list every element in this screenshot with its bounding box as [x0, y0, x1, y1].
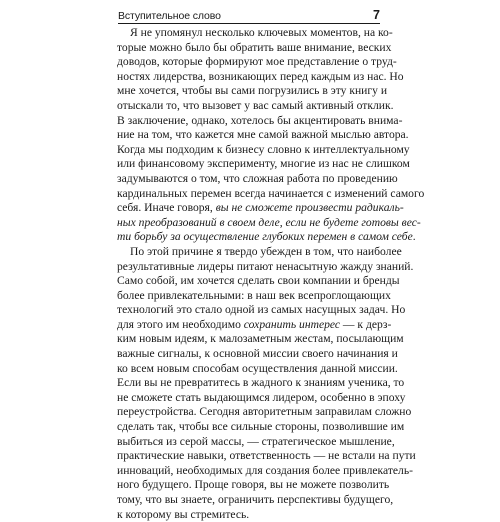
section-title: Вступительное слово	[118, 10, 221, 22]
text-line	[117, 128, 409, 143]
text-line	[117, 420, 405, 435]
text-line	[117, 215, 421, 231]
text-line	[117, 361, 398, 377]
text-line	[117, 40, 392, 56]
line-text: Я не упомянул несколько ключевых моментов, на ко-	[130, 26, 393, 39]
line-text: технологий это стало одной из самых насущных задач. Но	[117, 303, 406, 317]
line-text: кардинальных перемен всегда начинается с изменений самого	[117, 186, 425, 200]
page-number: 7	[373, 8, 380, 22]
line-text: В заключение, однако, хотелось бы акцентировать внима-	[117, 113, 403, 127]
line-text: ного будущего. Проще говоря, вы не можете позволить	[117, 478, 390, 492]
text-line	[117, 157, 410, 172]
text-line	[117, 332, 404, 347]
line-text: ко всем новым способам осуществления данной миссии.	[117, 361, 398, 375]
text-line	[117, 230, 416, 245]
text-line	[117, 84, 388, 99]
text-line	[117, 274, 400, 289]
line-text: к которому вы стремитесь.	[117, 507, 250, 521]
line-text: Когда мы подходим к бизнесу словно к интеллектуальному	[117, 142, 410, 156]
line-text: доводов, которые формируют мое представление о труд-	[117, 55, 397, 69]
line-text: выбиться из серой массы, — стратегическое мышление,	[117, 434, 395, 448]
line-text: задумываются о том, что сложная работа по проведению	[117, 171, 398, 185]
text-line	[117, 171, 398, 187]
line-text: переустройства. Сегодня авторитетным заправилам сложно	[117, 405, 412, 419]
text-line	[117, 317, 392, 333]
line-text: результативные лидеры питают ненасытную жажду знаний.	[117, 259, 414, 273]
line-text: ким новым идеям, к малозаметным жестам, посылающим	[117, 332, 404, 346]
line-text: отыскали то, что вызовет у вас самый активный отклик.	[117, 98, 394, 112]
text-line	[117, 288, 391, 304]
text-line	[117, 201, 404, 216]
text-line	[117, 390, 406, 406]
line-text: инноваций, необходимых для создания более привлекатель-	[117, 463, 413, 477]
emphasis-text: вы не сможете произвести радикаль-	[215, 201, 404, 215]
line-text: практические навыки, ответственность — не встали на пути	[117, 449, 416, 463]
emphasis-text: ти борьбу за осуществление глубоких перемен в самом себе	[117, 230, 413, 244]
text-line	[117, 463, 413, 479]
text-line	[117, 69, 404, 85]
text-line	[117, 493, 394, 508]
line-text: сделать так, чтобы все сильные стороны, позволившие им	[117, 420, 405, 434]
text-line	[117, 508, 385, 522]
text-line	[117, 186, 425, 202]
text-line	[117, 26, 393, 41]
line-text-tail: .	[412, 230, 416, 244]
line-text: ние на том, что кажется мне самой важной мыслью автора.	[117, 128, 409, 142]
line-text: более привлекательными: в наш век всепроглощающих	[117, 288, 391, 302]
text-line	[117, 434, 395, 450]
line-text-tail: — к дерз-	[340, 317, 392, 331]
emphasis-text: ных преобразований в своем деле, если не будете готовы вес-	[117, 215, 421, 229]
text-line	[117, 405, 412, 420]
text-line	[117, 449, 416, 464]
text-line	[117, 142, 410, 158]
line-text: Если вы не превратитесь в жадного к знаниям ученика, то	[117, 376, 405, 390]
text-line	[117, 376, 405, 391]
text-line	[117, 347, 398, 362]
text-line	[117, 259, 414, 275]
text-line	[117, 244, 402, 260]
line-text: мне хочется, чтобы вы сами погрузились в эту книгу и	[117, 84, 388, 98]
line-text: для этого им необходимо	[117, 317, 244, 331]
line-text: тому, что вы знаете, ограничить перспективы будущего,	[117, 493, 394, 506]
line-text: важные сигналы, к основной миссии своего начинания и	[117, 347, 398, 361]
text-line	[117, 478, 390, 493]
line-text: торые можно было бы обратить ваше внимание, веских	[117, 40, 392, 54]
line-text: ностях лидерства, возникающих перед каждым из нас. Но	[117, 69, 404, 83]
body-text	[117, 26, 425, 522]
emphasis-text: сохранить интерес	[243, 317, 341, 331]
text-line	[117, 55, 397, 70]
text-line	[117, 113, 403, 129]
header-rule	[118, 23, 380, 24]
line-text: себя. Иначе говоря,	[117, 201, 216, 215]
line-text: Само собой, им хочется сделать свои компании и бренды	[117, 274, 400, 288]
running-header	[118, 6, 380, 22]
text-line	[117, 98, 394, 114]
text-line	[117, 303, 406, 318]
line-text: или финансовому эксперименту, многие из нас не слишком	[117, 157, 410, 171]
line-text: По этой причине я твердо убежден в том, что наиболее	[130, 244, 402, 258]
line-text: не сможете стать выдающимся лидером, особенно в эпоху	[117, 390, 406, 404]
